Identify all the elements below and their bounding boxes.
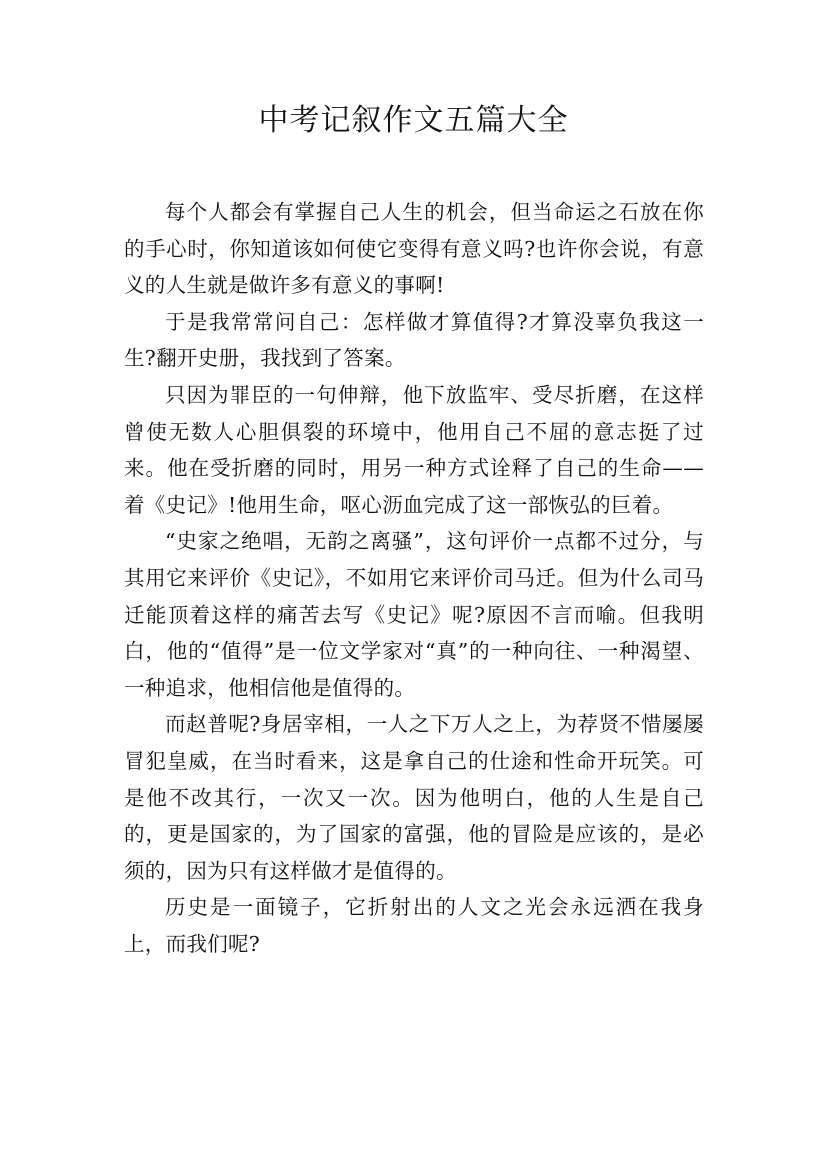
document-title: 中考记叙作文五篇大全 bbox=[258, 103, 569, 138]
paragraph-5: 而赵普呢?身居宰相，一人之下万人之上，为荐贤不惜屡屡冒犯皇威，在当时看来，这是拿自己的仕途和性命开玩笑。可是他不改其行，一次又一次。因为他明白，他的人生是自己的，更是国家的，为了国家的富强，他的冒险是应该的，是必须的，因为只有这样做才是值得的。 bbox=[124, 712, 704, 883]
paragraph-4: “史家之绝唱，无韵之离骚”，这句评价一点都不过分，与其用它来评价《史记》，不如用它来评价司马迁。但为什么司马迁能顶着这样的痛苦去写《史记》呢?原因不言而喻。但我明白，他的“值得”是一位文学家对“真”的一种向往、一种渴望、一种追求，他相信他是值得的。 bbox=[124, 529, 704, 700]
paragraph-1: 每个人都会有掌握自己人生的机会，但当命运之石放在你的手心时，你知道该如何使它变得有意义吗?也许你会说，有意义的人生就是做许多有意义的事啊! bbox=[124, 200, 704, 298]
document-body bbox=[124, 194, 704, 962]
paragraph-3: 只因为罪臣的一句伸辩，他下放监牢、受尽折磨，在这样曾使无数人心胆俱裂的环境中，他用自己不屈的意志挺了过来。他在受折磨的同时，用另一种方式诠释了自己的生命——着《史记》!他用生命，呕心沥血完成了这一部恢弘的巨着。 bbox=[124, 382, 704, 517]
paragraph-2: 于是我常常问自己：怎样做才算值得?才算没辜负我这一生?翻开史册，我找到了答案。 bbox=[124, 309, 704, 371]
paragraph-6: 历史是一面镜子，它折射出的人文之光会永远洒在我身上，而我们呢? bbox=[124, 895, 704, 956]
